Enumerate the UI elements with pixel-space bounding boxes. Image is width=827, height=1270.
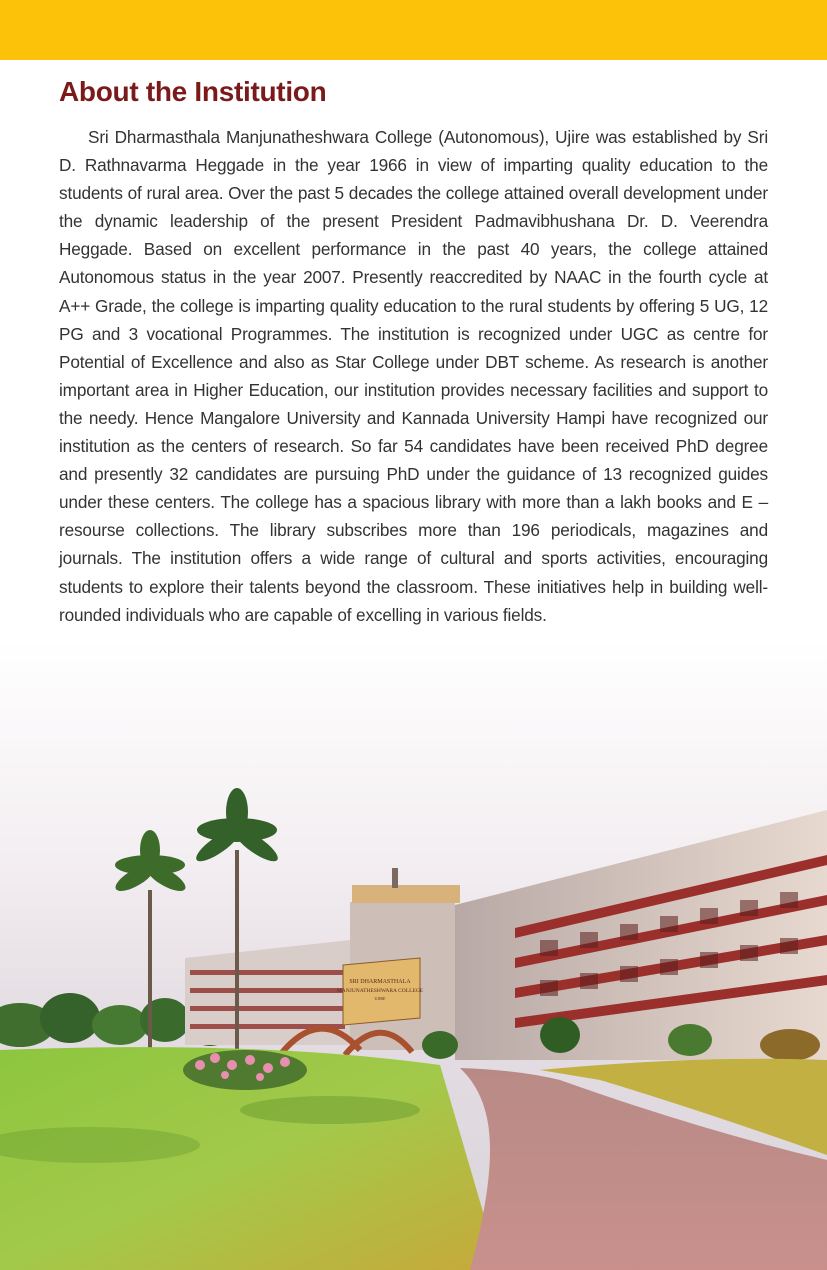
college-signboard bbox=[337, 958, 424, 1025]
section-heading: About the Institution bbox=[59, 76, 327, 107]
top-color-band bbox=[0, 0, 827, 60]
flower-bed bbox=[183, 1050, 307, 1090]
about-paragraph: Sri Dharmasthala Manjunatheshwara College (Autonomous), Ujire was established by Sri D. Rathnavarma Heggade in the year 1966 in view of imparting quality education to the students of rural area. Over the past 5 decades the college attained overall development under the dynamic leadership of the present President Padmavibhushana Dr. D. Veerendra Heggade. Based on excellent performance in the past 40 years, the college attained Autonomous status in the year 2007. Presently reaccredited by NAAC in the fourth cycle at A++ Grade, the college is imparting quality education to the rural students by offering 5 UG, 12 PG and 3 vocational Programmes. The institution is recognized under UGC as centre for Potential of Excellence and also as Star College under DBT scheme. As research is another important area in Higher Education, our institution provides necessary facilities and support to the needy. Hence Mangalore University and Kannada University Hampi have recognized our institution as the centers of research. So far 54 candidates have been received PhD degree and presently 32 candidates are pursuing PhD under the guidance of 13 recognized guides under these centers. The college has a spacious library with more than a lakh books and E – resourse collections. The library subscribes more than 196 periodicals, magazines and journals. The institution offers a wide range of cultural and sports activities, encouraging students to explore their talents beyond the classroom. These initiatives help in building well-rounded individuals who are capable of excelling in various fields. bbox=[59, 127, 768, 625]
signboard-line-1: SRI DHARMASTHALA bbox=[349, 979, 411, 985]
campus-photo bbox=[0, 640, 827, 1270]
signboard-line-3: UJIRE bbox=[374, 996, 386, 1001]
signboard-line-2: MANJUNATHESHWARA COLLEGE bbox=[336, 988, 424, 994]
